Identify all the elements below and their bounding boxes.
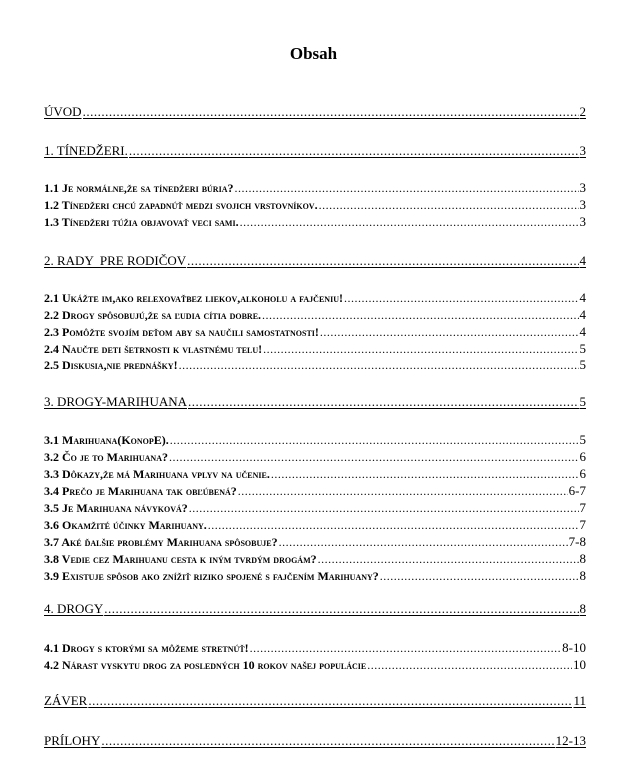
toc-entry-section-4[interactable] [44, 601, 586, 617]
toc-entry-label: 2.3 Pomôžte svojím deťom aby sa naučili samostatnosti! [44, 325, 319, 339]
toc-leader-dots [88, 693, 572, 709]
toc-entry-page: 12-13 [555, 733, 586, 748]
toc-entry-page: 5 [579, 394, 586, 409]
toc-entry-label: 1.2 Tínedžeri chcú zapadnúť medzi svojich vrstovníkov. [44, 198, 318, 212]
toc-leader-dots [238, 483, 568, 499]
toc-entry-page: 8 [579, 551, 586, 566]
toc-entry-page: 8-10 [562, 640, 586, 655]
toc-leader-dots [240, 214, 579, 230]
toc-entry-page: 7 [579, 500, 586, 515]
toc-entry-page: 8 [579, 601, 586, 616]
toc-entry-3-4[interactable] [44, 483, 586, 499]
toc-entry-page: 5 [579, 432, 586, 447]
toc-entry-3-7[interactable] [44, 534, 586, 550]
toc-entry-3-5[interactable] [44, 500, 586, 516]
toc-entry-label: 4.1 Drogy s ktorými sa môžeme stretnúť! [44, 641, 249, 655]
toc-entry-label: 2.2 Drogy spôsobujú,že sa ľudia cítia dobre. [44, 308, 262, 322]
toc-entry-page: 4 [579, 324, 586, 339]
toc-entry-2-5[interactable] [44, 357, 586, 373]
toc-entry-page: 3 [579, 197, 586, 212]
toc-entry-label: 1. TÍNEDŽERI. [44, 143, 128, 158]
toc-entry-1-3[interactable] [44, 214, 586, 230]
toc-entry-page: 10 [573, 657, 586, 672]
toc-leader-dots [263, 341, 578, 357]
toc-entry-label: 4. DROGY [44, 601, 104, 616]
toc-entry-page: 4 [579, 253, 586, 268]
toc-entry-3-8[interactable] [44, 551, 586, 567]
toc-entry-1-2[interactable] [44, 197, 586, 213]
toc-entry-label: 2.5 Diskusia,nie prednášky! [44, 358, 178, 372]
toc-entry-label: 2. RADY PRE RODIČOV [44, 253, 187, 268]
toc-leader-dots [367, 657, 572, 673]
toc-entry-label: 3.9 Existuje spôsob ako znížiť riziko spojené s fajčením Marihuany? [44, 569, 379, 583]
toc-entry-3-2[interactable] [44, 449, 586, 465]
toc-entry-1-1[interactable] [44, 180, 586, 196]
toc-entry-label: 3.7 Aké ďalšie problémy Marihuana spôsobuje? [44, 535, 278, 549]
toc-entry-page: 11 [573, 693, 586, 708]
toc-entry-label: 3. DROGY-MARIHUANA [44, 394, 187, 409]
toc-entry-page: 8 [579, 568, 586, 583]
toc-entry-4-1[interactable] [44, 640, 586, 656]
toc-leader-dots [189, 500, 579, 516]
toc-entry-page: 6-7 [568, 483, 586, 498]
toc-leader-dots [250, 640, 562, 656]
toc-entry-section-2[interactable] [44, 253, 586, 269]
toc-entry-page: 3 [579, 143, 586, 158]
toc-leader-dots [234, 180, 578, 196]
toc-entry-3-1[interactable] [44, 432, 586, 448]
toc-entry-page: 4 [579, 290, 586, 305]
toc-entry-label: ÚVOD [44, 104, 82, 119]
toc-entry-page: 4 [579, 307, 586, 322]
toc-leader-dots [104, 601, 578, 617]
toc-leader-dots [187, 253, 578, 269]
toc-entry-section-1[interactable] [44, 143, 586, 159]
toc-entry-page: 7 [579, 517, 586, 532]
toc-entry-label: 3.4 Prečo je Marihuana tak obľúbená? [44, 484, 237, 498]
toc-leader-dots [262, 307, 578, 323]
toc-entry-2-1[interactable] [44, 290, 586, 306]
toc-leader-dots [101, 733, 554, 749]
toc-leader-dots [170, 432, 579, 448]
toc-leader-dots [169, 449, 579, 465]
toc-entry-label: 3.1 Marihuana(KonopE). [44, 433, 169, 447]
toc-entry-zaver[interactable] [44, 693, 586, 709]
toc-leader-dots [279, 534, 568, 550]
toc-entry-label: PRÍLOHY [44, 733, 101, 748]
toc-entry-4-2[interactable] [44, 657, 586, 673]
toc-entry-3-9[interactable] [44, 568, 586, 584]
toc-entry-label: ZÁVER [44, 693, 88, 708]
toc-entry-section-3[interactable] [44, 394, 586, 410]
toc-entry-page: 6 [579, 449, 586, 464]
toc-entry-label: 3.6 Okamžité účinky Marihuany. [44, 518, 207, 532]
toc-entry-3-6[interactable] [44, 517, 586, 533]
toc-leader-dots [319, 197, 579, 213]
toc-leader-dots [83, 104, 579, 120]
toc-leader-dots [344, 290, 579, 306]
toc-leader-dots [179, 357, 579, 373]
toc-entry-page: 5 [579, 357, 586, 372]
toc-title: Obsah [289, 44, 338, 63]
toc-leader-dots [188, 394, 579, 410]
toc-entry-page: 3 [579, 214, 586, 229]
toc-entry-label: 2.4 Naučte deti šetrnosti k vlastnému telu! [44, 342, 263, 356]
toc-entry-label: 1.1 Je normálne,že sa tínedžeri búria? [44, 181, 234, 195]
toc-leader-dots [320, 324, 579, 340]
toc-entry-page: 5 [579, 341, 586, 356]
toc-entry-label: 3.2 Čo je to Marihuana? [44, 450, 168, 464]
toc-entry-label: 1.3 Tínedžeri túžia objavovať veci sami. [44, 215, 239, 229]
toc-entry-3-3[interactable] [44, 466, 586, 482]
toc-entry-2-4[interactable] [44, 341, 586, 357]
toc-leader-dots [208, 517, 579, 533]
toc-entry-page: 3 [579, 180, 586, 195]
toc-entry-page: 6 [579, 466, 586, 481]
toc-entry-prilohy[interactable] [44, 733, 586, 749]
toc-leader-dots [129, 143, 579, 159]
toc-entry-2-3[interactable] [44, 324, 586, 340]
toc-leader-dots [271, 466, 579, 482]
toc-leader-dots [318, 551, 579, 567]
toc-leader-dots [380, 568, 579, 584]
toc-entry-page: 7-8 [568, 534, 586, 549]
toc-entry-label: 4.2 Nárast vyskytu drog za posledných 10 rokov našej populácie [44, 658, 367, 672]
toc-entry-label: 3.5 Je Marihuana návyková? [44, 501, 188, 515]
toc-entry-label: 3.3 Dôkazy,že má Marihuana vplyv na učenie. [44, 467, 270, 481]
toc-entry-label: 2.1 Ukážte im,ako relexovaťbez liekov,alkoholu a fajčeniu! [44, 291, 343, 305]
toc-entry-2-2[interactable] [44, 307, 586, 323]
toc-entry-uvod[interactable] [44, 104, 586, 120]
toc-entry-label: 3.8 Vedie cez Marihuanu cesta k iným tvrdým drogám? [44, 552, 317, 566]
toc-entry-page: 2 [579, 104, 586, 119]
